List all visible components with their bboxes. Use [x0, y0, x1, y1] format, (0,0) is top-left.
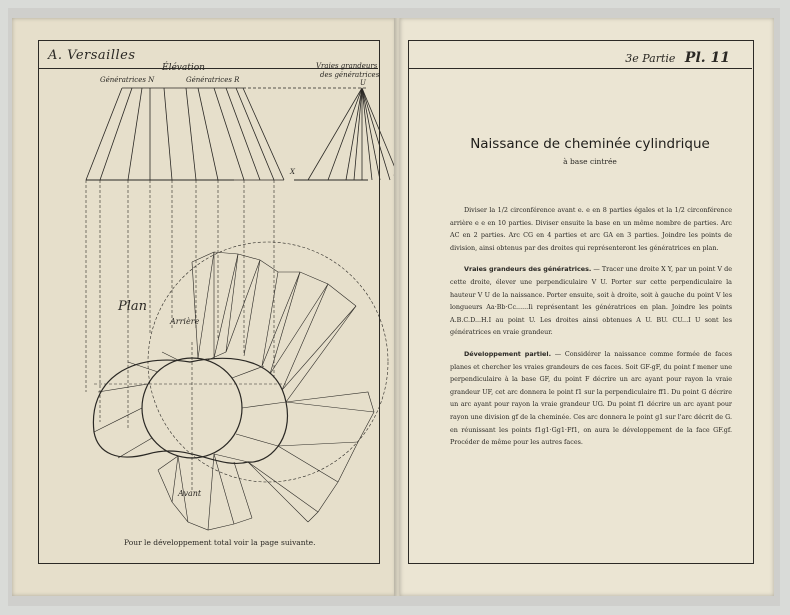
left-page	[12, 18, 396, 596]
header-plate: Pl. 11	[684, 50, 730, 66]
paragraph-2: Vraies grandeurs des génératrices. — Tracer une droite X Y, par un point V de cette droite, élever une perpendiculaire V U. Porter sur cette perpendiculaire la hauteur V U de la naissance. Porter ensuite, soit à droite, soit à gauche du point V les longueurs Aa·Bb·Cc......Ii représentant les génératrices en plan. Joindre les points A.B.C.D...H.I au point U. Les droites ainsi obtenues A U. BU. CU...I U sont les génératrices en vraie grandeur.	[450, 265, 733, 337]
right-page-header	[625, 50, 730, 66]
page-title: Naissance de cheminée cylindrique	[470, 136, 710, 152]
right-header-rule	[408, 68, 752, 69]
figure-caption: Pour le développement total voir la page suivante.	[124, 538, 316, 547]
label-generatrices-r: Génératrices R	[186, 76, 240, 84]
paragraph-3: Développement partiel. — Considérer la naissance comme formée de faces planes et chercher les vraies grandeurs de ces faces. Soit GF-gF, du point f mener une perpendiculaire à la base GF, du point F décrire un arc ayant pour rayon la vraie grandeur UF, cet arc donnera le point f1 sur la perpendiculaire ff1. Du point G décrire un arc ayant pour rayon la vraie grandeur UG. Du point f1 décrire un arc ayant pour rayon une division gf de la cheminée. Ces arc donnera le point g1 sur l'arc décrit de G. en réunissant les points f1g1·Gg1·Ff1, on aura le développement de la face GF.gf. Procéder de même pour les autres faces.	[450, 349, 732, 447]
label-arriere: Arrière	[170, 317, 200, 326]
technical-drawing	[38, 62, 378, 552]
book-spread	[8, 8, 780, 606]
label-avant: Avant	[178, 489, 202, 498]
label-elevation: Élévation	[162, 63, 205, 73]
right-page	[400, 18, 774, 596]
page-subtitle: à base cintrée	[563, 157, 617, 166]
body-text	[450, 204, 732, 458]
left-page-header: A. Versailles	[48, 48, 136, 63]
label-plan: Plan	[118, 299, 148, 314]
label-u: U	[360, 79, 366, 87]
header-part: 3e Partie	[625, 52, 676, 65]
label-vraies-grandeurs: Vraies grandeurs	[316, 62, 378, 70]
label-generatrices-n: Génératrices N	[100, 76, 155, 84]
label-des-generatrices: des génératrices	[320, 71, 380, 79]
paragraph-1: Diviser la 1/2 circonférence avant e. e en 8 parties égales et la 1/2 circonférence arrière e e en 10 parties. Diviser ensuite la base en un même nombre de parties. Arc AC en 2 parties. Arc CG en 4 parties et arc GA en 3 parties. Joindre les points de division, ainsi obtenus par des droites qui représenteront les génératrices en plan.	[450, 206, 732, 252]
label-x: X	[290, 168, 295, 176]
